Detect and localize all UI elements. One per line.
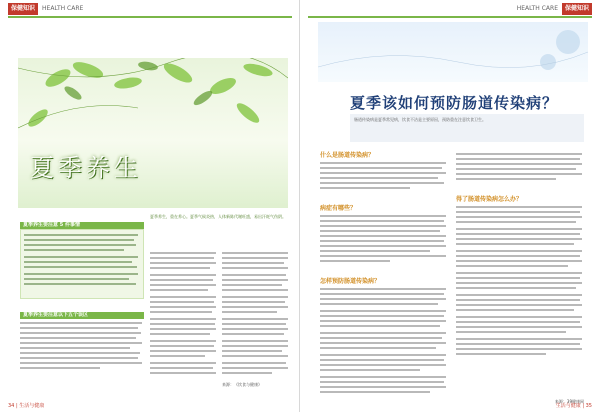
tips-heading-2: 夏季养生要注意以下五个误区 <box>20 312 144 319</box>
summer-banner-image <box>18 58 288 208</box>
left-col1-text <box>20 292 144 392</box>
right-page-number: 生活与健康 | 35 <box>555 403 592 409</box>
right-intro-box <box>350 114 584 142</box>
left-title: 夏季养生 <box>30 154 142 182</box>
subhead-prevention: 怎样预防肠道传染病？ <box>320 278 381 285</box>
left-page-number: 34 | 生活与健康 <box>8 403 45 409</box>
right-banner-art <box>318 22 588 82</box>
left-page-header <box>8 3 83 15</box>
col1-para3-text <box>320 285 448 412</box>
right-source: 来源：39健康网 <box>554 399 584 404</box>
left-intro-text: 夏季养生，重在养心。夏季气候炎热，人体新陈代谢旺盛，易出汗耗气伤阴。 <box>150 214 286 219</box>
col2-para1-text <box>456 150 584 190</box>
left-source: 来源：《饮食与健康》 <box>222 382 262 387</box>
right-main-title: 夏季该如何预防肠道传染病？ <box>350 94 559 112</box>
tips-text-lines-1 <box>24 232 140 292</box>
col2-para2-text <box>456 203 584 393</box>
leaves-illustration <box>18 58 288 208</box>
tips-heading-1: 夏季养生要注意 5 件事情 <box>20 222 144 229</box>
col1-para2-text <box>320 212 448 272</box>
left-section-en: HEALTH CARE <box>42 5 84 12</box>
right-section-tag: 保健知识 <box>562 3 592 15</box>
subhead-treatment: 得了肠道传染病怎么办？ <box>456 196 523 203</box>
right-section-en: HEALTH CARE <box>516 5 558 12</box>
subhead-what-is: 什么是肠道传染病？ <box>320 152 375 159</box>
left-col2-text <box>150 252 290 402</box>
right-banner-image <box>318 22 588 82</box>
right-intro-text: 肠道传染病是夏季常见病，饮食不洁是主要原因，预防重在注意饮食卫生。 <box>354 117 486 122</box>
right-col1 <box>320 150 448 412</box>
tips-body-1 <box>20 229 144 299</box>
col1-para1-text <box>320 159 448 199</box>
tips-box-1 <box>20 222 144 299</box>
left-section-tag: 保健知识 <box>8 3 38 15</box>
left-header-rule <box>8 16 292 18</box>
right-header-rule <box>308 16 592 18</box>
right-page-header <box>517 3 592 15</box>
right-page <box>300 0 600 412</box>
right-col2 <box>456 150 584 405</box>
subhead-symptoms: 病症有哪些？ <box>320 205 357 212</box>
